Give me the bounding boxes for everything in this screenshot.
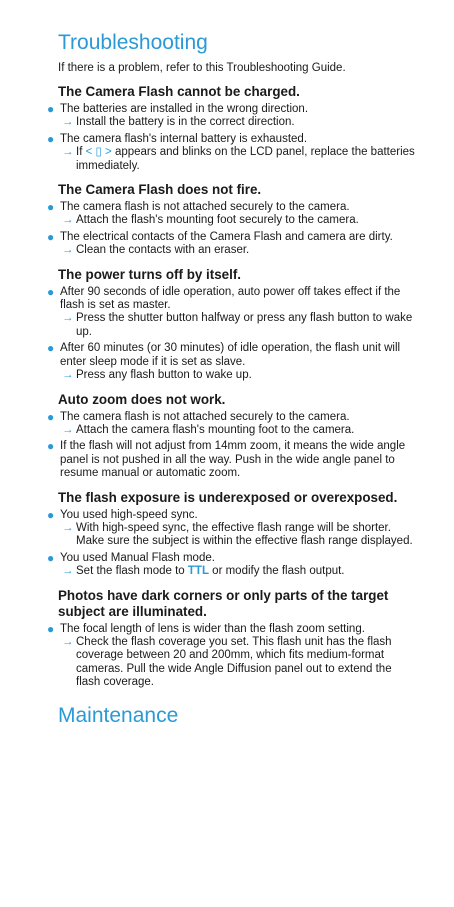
battery-icon: < ▯ > <box>85 146 112 159</box>
section-auto-zoom <box>47 391 418 481</box>
bullet-icon: ● <box>47 341 55 356</box>
cause-text: After 60 minutes (or 30 minutes) of idle operation, the flash unit will enter sleep mode if it is set as slave. <box>60 342 401 368</box>
cause-text: After 90 seconds of idle operation, auto power off takes effect if the flash is set as master. <box>60 285 401 312</box>
cause-text: The camera flash's internal battery is exhausted. <box>60 132 308 145</box>
solution-text-post: appears and blinks on the LCD panel, replace the batteries immediately. <box>76 146 415 172</box>
list-item <box>47 550 418 579</box>
cause-text: The electrical contacts of the Camera Flash and camera are dirty. <box>60 230 393 243</box>
list-item <box>47 229 418 258</box>
maintenance-title: Maintenance <box>58 703 179 727</box>
section-heading: The Camera Flash cannot be charged. <box>58 84 300 99</box>
solution <box>60 214 418 227</box>
bullet-icon: ● <box>47 550 55 565</box>
solution <box>60 636 418 690</box>
bullet-icon: ● <box>47 284 55 299</box>
bullet-icon: ● <box>47 409 55 424</box>
list-item <box>47 621 418 690</box>
section-dark-corners <box>47 587 418 690</box>
cause-text: If the flash will not adjust from 14mm zoom, it means the wide angle panel is not pushed in all the way. Push in the wide angle panel to resume manual or automatic zoom. <box>60 440 406 480</box>
list-item <box>47 507 418 549</box>
solution <box>60 116 418 129</box>
solution-text-pre: Set the flash mode to <box>76 565 185 578</box>
solution <box>60 522 418 549</box>
solution-text-pre: If <box>76 146 83 159</box>
arrow-icon: → <box>62 116 74 129</box>
arrow-icon: → <box>62 146 74 159</box>
section-power-turns-off <box>47 266 418 383</box>
section-heading: The power turns off by itself. <box>58 266 242 282</box>
arrow-icon: → <box>62 214 74 227</box>
arrow-icon: → <box>62 635 74 648</box>
solution <box>60 146 418 173</box>
list-item <box>47 409 418 438</box>
solution-text: Clean the contacts with an eraser. <box>76 244 250 257</box>
arrow-icon: → <box>62 521 74 534</box>
solution-text: Install the battery is in the correct direction. <box>76 116 295 129</box>
list-item <box>47 439 418 480</box>
section-does-not-fire <box>47 182 418 258</box>
section-heading: Photos have dark corners or only parts of the target subject are illuminated. <box>58 587 389 619</box>
solution-text: With high-speed sync, the effective flash range will be shorter. Make sure the subject is within the effective flash range displayed. <box>76 521 413 548</box>
bullet-icon: ● <box>47 507 55 522</box>
solution <box>60 424 418 437</box>
section-heading: The flash exposure is underexposed or overexposed. <box>58 489 398 505</box>
solution-text-post: or modify the flash output. <box>212 565 345 578</box>
solution <box>60 369 418 382</box>
arrow-icon: → <box>62 565 74 578</box>
cause-text: The focal length of lens is wider than the flash zoom setting. <box>60 622 365 635</box>
solution-text: Press the shutter button halfway or press any flash button to wake up. <box>76 312 413 338</box>
solution-text: Attach the flash's mounting foot securely to the camera. <box>76 214 359 227</box>
list-item <box>47 200 418 228</box>
solution <box>60 244 418 257</box>
section-exposure <box>47 489 418 579</box>
cause-text: You used high-speed sync. <box>60 508 198 521</box>
intro-text: If there is a problem, refer to this Troubleshooting Guide. <box>58 62 346 74</box>
troubleshooting-page <box>47 30 418 729</box>
solution-text: Check the flash coverage you set. This flash unit has the flash coverage between 20 and 200mm, which fits medium-format cameras. Pull the wide Angle Diffusion panel out to extend the flash coverage. <box>76 635 392 689</box>
solution-text: Attach the camera flash's mounting foot to the camera. <box>76 423 355 436</box>
page-title: Troubleshooting <box>58 31 208 54</box>
cause-text: You used Manual Flash mode. <box>60 551 215 564</box>
bullet-icon: ● <box>47 621 55 636</box>
arrow-icon: → <box>62 312 74 325</box>
section-heading: The Camera Flash does not fire. <box>58 182 262 198</box>
bullet-icon: ● <box>47 200 55 215</box>
solution-text <box>76 565 418 578</box>
bullet-icon: ● <box>47 439 55 454</box>
arrow-icon: → <box>62 423 74 436</box>
list-item <box>47 131 418 173</box>
section-cannot-charge <box>47 84 418 173</box>
arrow-icon: → <box>62 369 74 382</box>
bullet-icon: ● <box>47 229 55 244</box>
solution-text: Press any flash button to wake up. <box>76 369 252 382</box>
solution-text <box>76 146 418 173</box>
solution <box>60 565 418 578</box>
solution <box>60 312 418 339</box>
bullet-icon: ● <box>47 102 55 116</box>
cause-text: The batteries are installed in the wrong direction. <box>60 103 309 115</box>
cause-text: The camera flash is not attached securely to the camera. <box>60 201 350 214</box>
arrow-icon: → <box>62 244 74 257</box>
list-item <box>47 341 418 382</box>
cause-text: The camera flash is not attached securely to the camera. <box>60 410 350 423</box>
section-heading: Auto zoom does not work. <box>58 391 226 407</box>
bullet-icon: ● <box>47 131 55 146</box>
list-item <box>47 284 418 340</box>
list-item <box>47 102 418 130</box>
ttl-mode-label: TTL <box>187 565 209 578</box>
